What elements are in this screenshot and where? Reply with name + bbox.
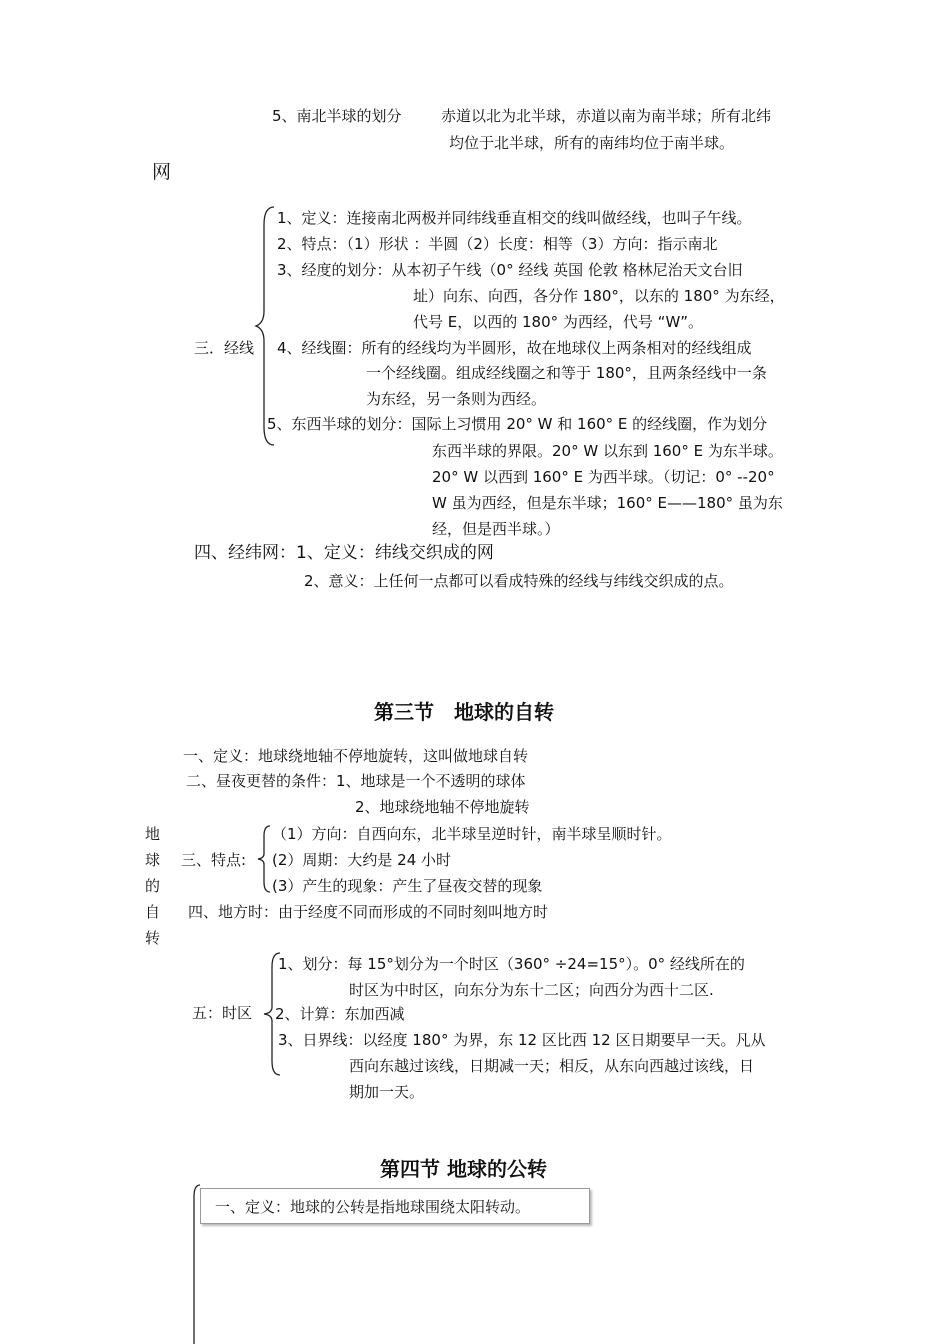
feature-phenomenon: (3）产生的现象：产生了昼夜交替的现象: [272, 877, 543, 895]
item5-line2: 均位于北半球，所有的南纬均位于南半球。: [449, 134, 735, 152]
meridian-brace: [254, 205, 278, 447]
meridian-label: 三．经线: [194, 339, 255, 357]
meridian-feature: 2、特点：（1）形状 ：半圆（2）长度：相等（3）方向：指示南北: [277, 235, 718, 253]
grid-definition: 四、经纬网：1、定义：纬线交织成的网: [194, 543, 494, 563]
meridian-hemisphere-1: 5、东西半球的划分：国际上习惯用 20° W 和 160° E 的经线圈，作为划分: [267, 415, 768, 433]
feature-period: (2）周期：大约是 24 小时: [272, 851, 452, 869]
local-time: 四、地方时：由于经度不同而形成的不同时刻叫地方时: [188, 903, 549, 921]
rotation-definition: 一、定义：地球绕地轴不停地旋转，这叫做地球自转: [183, 747, 529, 765]
dateline-2: 西向东越过该线，日期减一天；相反，从东向西越过该线，日: [349, 1057, 755, 1075]
meridian-longitude-2: 址）向东、向西，各分作 180°，以东的 180° 为东经，: [413, 287, 785, 305]
meridian-hemisphere-3: 20° W 以西到 160° E 为西半球。（切记：0° --20°: [432, 468, 775, 486]
timezone-calc: 2、计算：东加西减: [275, 1005, 405, 1023]
item5-line1: 赤道以北为北半球，赤道以南为南半球；所有北纬: [441, 107, 772, 125]
wang-char: 网: [152, 161, 172, 183]
dateline-1: 3、日界线：以经度 180° 为界，东 12 区比西 12 区日期要早一天。凡从: [278, 1031, 766, 1049]
dateline-3: 期加一天。: [349, 1083, 425, 1101]
timezone-division-1: 1、划分：每 15°划分为一个时区（360° ÷24=15°）。0° 经线所在的: [278, 955, 745, 973]
rotation-title: 第三节 地球的自转: [374, 700, 554, 724]
revolution-definition: 一、定义：地球的公转是指地球围绕太阳转动。: [215, 1198, 531, 1216]
day-night-condition-2: 2、地球绕地轴不停地旋转: [355, 798, 530, 816]
features-label: 三、特点:: [181, 851, 247, 869]
side-char: 的: [145, 877, 161, 895]
features-brace: [256, 824, 272, 894]
meridian-hemisphere-5: 经，但是西半球。）: [432, 520, 560, 538]
meridian-def: 1、定义：连接南北两极并同纬线垂直相交的线叫做经线，也叫子午线。: [277, 209, 752, 227]
meridian-longitude-1: 3、经度的划分：从本初子午线（0° 经线 英国 伦敦 格林尼治天文台旧: [277, 261, 743, 279]
meridian-circle-1: 4、经线圈：所有的经线均为半圆形，故在地球仪上两条相对的经线组成: [277, 339, 752, 357]
meridian-longitude-3: 代号 E，以西的 180° 为西经，代号 “W”。: [413, 313, 704, 331]
meridian-hemisphere-4: W 虽为西经，但是东半球；160° E——180° 虽为东: [432, 494, 783, 512]
feature-direction: （1）方向：自西向东，北半球呈逆时针，南半球呈顺时针。: [272, 825, 672, 843]
side-char: 地: [145, 825, 161, 843]
side-char: 球: [145, 851, 161, 869]
timezone-division-2: 时区为中时区，向东分为东十二区；向西分为西十二区.: [349, 981, 714, 999]
meridian-hemisphere-2: 东西半球的界限。20° W 以东到 160° E 为东半球。: [432, 442, 783, 460]
grid-meaning: 2、意义：上任何一点都可以看成特殊的经线与纬线交织成的点。: [304, 572, 734, 590]
day-night-condition-1: 二、昼夜更替的条件：1、地球是一个不透明的球体: [186, 772, 526, 790]
side-char: 自: [145, 903, 161, 921]
meridian-circle-3: 为东经，另一条则为西经。: [366, 390, 547, 408]
item5-label: 5、南北半球的划分: [272, 107, 402, 125]
timezone-label: 五：时区: [192, 1004, 253, 1022]
revolution-definition-box: [200, 1188, 590, 1224]
side-char: 转: [145, 929, 161, 947]
revolution-title: 第四节 地球的公转: [380, 1157, 547, 1181]
meridian-circle-2: 一个经线圈。组成经线圈之和等于 180°，且两条经线中一条: [366, 364, 767, 382]
